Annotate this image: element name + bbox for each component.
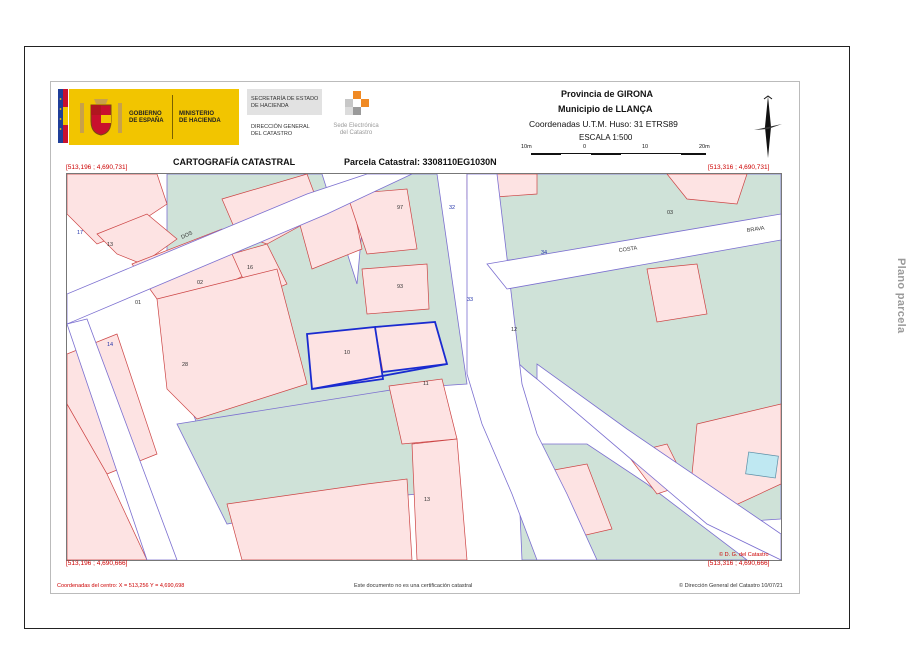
footer-center-coords: Coordenadas del centro: X = 513,256 Y = 4,690,698 — [57, 583, 185, 589]
building — [412, 439, 467, 560]
north-arrow-icon — [751, 94, 785, 160]
coat-of-arms-icon — [77, 97, 125, 137]
parcel-number: 97 — [397, 205, 404, 211]
building — [647, 264, 707, 322]
parcel-number: 01 — [135, 300, 142, 306]
scale-tick: 10m — [521, 144, 532, 150]
pool — [746, 452, 779, 478]
street-label: DOS — [180, 230, 194, 241]
parcel-number: 32 — [449, 205, 456, 211]
gobierno-logo — [69, 89, 239, 145]
parcel-number: 12 — [511, 327, 518, 333]
scale-tick: 20m — [699, 144, 710, 150]
secretaria-box — [247, 89, 322, 115]
building — [362, 264, 429, 314]
side-label — [893, 258, 907, 334]
municipio-title: Municipio de LLANÇA — [558, 104, 653, 114]
sede-text: Sede Electrónica del Catastro — [333, 123, 379, 136]
footer-disclaimer: Este documento no es una certificación catastral — [354, 583, 473, 589]
map-copyright: © D. G. del Catastro — [719, 552, 769, 558]
parcel-number: 17 — [77, 230, 84, 236]
parcel-number: 16 — [247, 265, 254, 271]
coord-top-right: [513,316 ; 4,690,731] — [708, 164, 770, 171]
gobierno-text: GOBIERNO DE ESPAÑA — [129, 111, 164, 124]
coord-bottom-right: [513,316 ; 4,690,666] — [708, 560, 770, 567]
sede-logo-icon — [341, 91, 373, 121]
parcel-number: 14 — [107, 342, 114, 348]
secretaria-text: SECRETARÍA DE ESTADO DE HACIENDA — [251, 96, 319, 109]
map-canvas — [67, 174, 781, 560]
coordinates-text: Coordenadas U.T.M. Huso: 31 ETRS89 — [529, 119, 678, 129]
parcel-number: 33 — [467, 297, 474, 303]
footer-copyright: © Dirección General del Catastro 10/07/21 — [679, 583, 783, 589]
parcel-number: 02 — [197, 280, 204, 286]
parcel-number: 34 — [541, 250, 548, 256]
provincia-title: Provincia de GIRONA — [561, 89, 654, 99]
coord-bottom-left: [513,196 ; 4,690,666] — [66, 560, 128, 567]
coord-top-left: [513,196 ; 4,690,731] — [66, 164, 128, 171]
cartografia-title: CARTOGRAFÍA CATASTRAL — [173, 157, 296, 167]
scale-tick: 10 — [642, 144, 649, 150]
ministerio-text: MINISTERIO DE HACIENDA — [179, 111, 221, 124]
parcela-title: Parcela Catastral: 3308110EG1030N — [344, 157, 497, 167]
parcel-number: 03 — [667, 210, 674, 216]
side-label-text: Plano parcela — [895, 258, 907, 334]
eu-flag-icon — [58, 89, 68, 143]
scale-bar — [521, 145, 711, 159]
parcel-number: 13 — [107, 242, 114, 248]
parcel-number: 11 — [423, 381, 429, 387]
parcel-number: 28 — [182, 362, 189, 368]
direccion-text: DIRECCIÓN GENERAL DEL CATASTRO — [251, 124, 310, 137]
parcel-number: 93 — [397, 284, 404, 290]
parcel-number: 10 — [344, 350, 351, 356]
parcel-number: 13 — [424, 497, 431, 503]
cadastral-document — [50, 81, 800, 594]
scale-tick: 0 — [583, 144, 587, 150]
cadastral-map[interactable] — [66, 173, 782, 561]
street-label: COSTA — [618, 245, 638, 254]
street-label: BRAVA — [746, 225, 765, 234]
scale-text: ESCALA 1:500 — [579, 133, 633, 142]
